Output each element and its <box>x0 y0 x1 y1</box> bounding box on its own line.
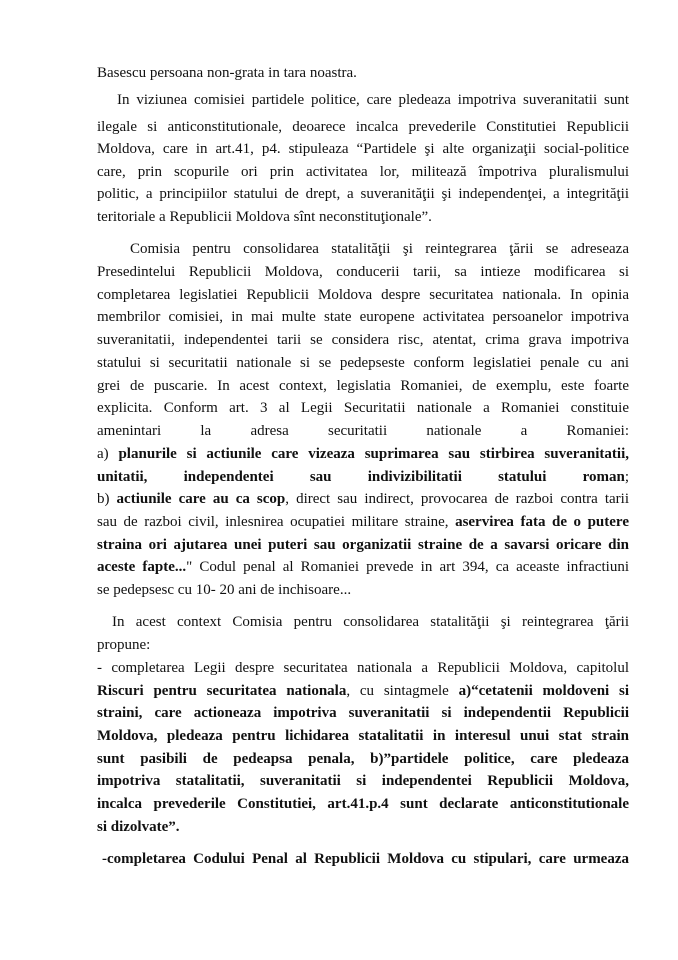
paragraph-line: suveranitatii, independentei tarii se considera risc, atentat, crima grava impotriva <box>97 332 629 348</box>
paragraph-line: membrilor comisiei, in mai multe state europene activitatea persoanelor impotriva <box>97 309 629 325</box>
list-item-line: sau de razboi civil, inlesnirea ocupatiei militare straine, aservirea fata de o putere <box>97 514 629 530</box>
paragraph-line: statului si securitatii nationale si se pedepseste conform legislatiei penale cu ani <box>97 355 629 371</box>
paragraph-line: care, prin scopurile ori prin activitatea lor, militează împotriva pluralismului <box>97 164 629 180</box>
proposal-line: sunt pasibili de pedeapsa penala, b)”partidele politice, care pledeaza <box>97 751 629 767</box>
list-item-line: aceste fapte..." Codul penal al Romaniei prevede in art 394, ca aceaste infractiuni <box>97 559 630 575</box>
paragraph-line: Comisia pentru consolidarea statalităţii şi reintegrarea ţării se adreseaza <box>130 241 629 257</box>
proposal-line: incalca prevederile Constitutiei, art.41.p.4 sunt declarate anticonstitutionale <box>97 796 629 812</box>
text-line: Basescu persoana non-grata in tara noastra. <box>97 65 357 81</box>
paragraph-line: propune: <box>97 637 151 653</box>
list-item-line: unitatii, independentei sau indivizibilitatii statului roman; <box>97 469 629 485</box>
paragraph-line: completarea legislatiei Republicii Moldova despre securitatea nationala. In opinia <box>97 287 629 303</box>
proposal-line: -completarea Codului Penal al Republicii Moldova cu stipulari, care urmeaza <box>102 851 629 867</box>
proposal-line: - completarea Legii despre securitatea nationala a Republicii Moldova, capitolul <box>97 660 629 676</box>
paragraph-line: se pedepsesc cu 10- 20 ani de inchisoare... <box>97 582 352 598</box>
paragraph-line: teritoriale a Republicii Moldova sînt neconstituţionale”. <box>97 209 432 225</box>
paragraph-line: amenintari la adresa securitatii nationale a Romaniei: <box>97 423 629 439</box>
paragraph-line: explicita. Conform art. 3 al Legii Securitatii nationale a Romaniei constituie <box>97 400 629 416</box>
proposal-line: Moldova, pledeaza pentru lichidarea statalitatii in interesul unui stat strain <box>97 728 629 744</box>
list-item-line: straina ori ajutarea unei puteri sau organizatii straine de a savarsi oricare din <box>97 537 629 553</box>
paragraph-line: Presedintelui Republicii Moldova, conducerii tarii, sa intieze modificarea si <box>97 264 629 280</box>
proposal-line: Riscuri pentru securitatea nationala, cu sintagmele a)“cetatenii moldoveni si <box>97 683 629 699</box>
paragraph-line: Moldova, care in art.41, p4. stipuleaza “Partidele şi alte organizaţii social-politice <box>97 141 629 157</box>
list-item-line: b) actiunile care au ca scop, direct sau indirect, provocarea de razboi contra tarii <box>97 491 629 507</box>
proposal-line: straini, care actioneaza impotriva suveranitatii si independentii Republicii <box>97 705 629 721</box>
paragraph-line: ilegale si anticonstitutionale, deoarece incalca prevederile Constitutiei Republicii <box>97 119 629 135</box>
paragraph-line: politic, a principiilor statului de drept, a suveranităţii şi independenţei, a integrităţii <box>97 186 629 202</box>
proposal-line: impotriva statalitatii, suveranitatii si independentei Republicii Moldova, <box>97 773 629 789</box>
paragraph-line: In viziunea comisiei partidele politice, care pledeaza impotriva suveranitatii sunt <box>117 92 629 108</box>
list-item-line: a) planurile si actiunile care vizeaza suprimarea sau stirbirea suveranitatii, <box>97 446 629 462</box>
paragraph-line: In acest context Comisia pentru consolidarea statalităţii şi reintegrarea ţării <box>112 614 629 630</box>
proposal-line: si dizolvate”. <box>97 819 180 835</box>
paragraph-line: grei de puscarie. In acest context, legislatia Romaniei, de exemplu, este foarte <box>97 378 629 394</box>
